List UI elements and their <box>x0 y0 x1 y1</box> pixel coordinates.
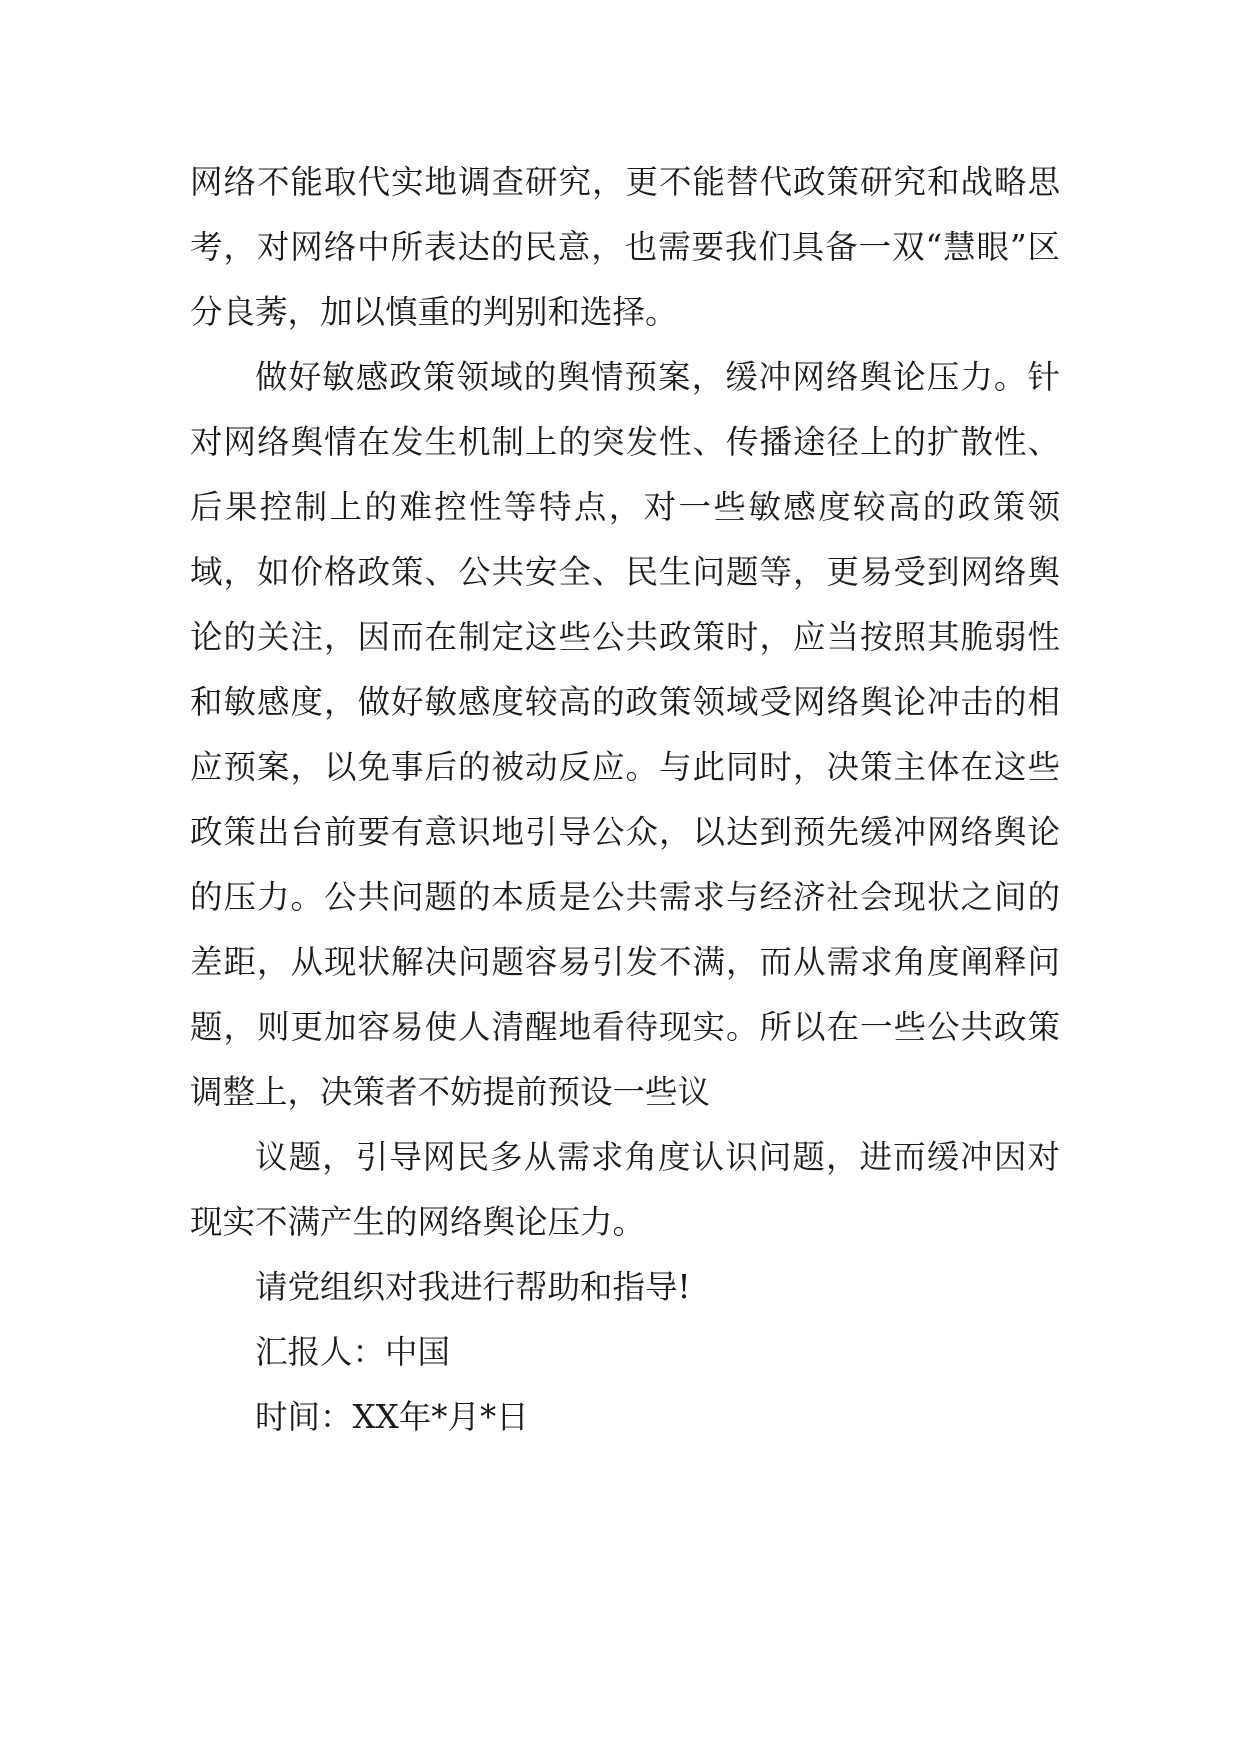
date-line: 时间：XX年*月*日 <box>255 1398 529 1436</box>
paragraph-sensitive-policy: 做好敏感政策领域的舆情预案，缓冲网络舆论压力。针对网络舆情在发生机制上的突发性、传播途径上的扩散性、后果控制上的难控性等特点，对一些敏感度较高的政策领域，如价格政策、公共安全、民生问题等，更易受到网络舆论的关注，因而在制定这些公共政策时，应当按照其脆弱性和敏感度，做好敏感度较高的政策领域受网络舆论冲击的相应预案，以免事后的被动反应。与此同时，决策主体在这些政策出台前要有意识地引导公众，以达到预先缓冲网络舆论的压力。公共问题的本质是公共需求与经济社会现状之间的差距，从现状解决问题容易引发不满，而从需求角度阐释问题，则更加容易使人清醒地看待现实。所以在一些公共政策调整上，决策者不妨提前预设一些议 <box>190 358 1060 1111</box>
reporter-line: 汇报人：中国 <box>255 1333 451 1371</box>
closing-request: 请党组织对我进行帮助和指导! <box>255 1268 691 1306</box>
document-body <box>190 150 1060 1450</box>
paragraph-guide-netizens: 议题，引导网民多从需求角度认识问题，进而缓冲因对现实不满产生的网络舆论压力。 <box>190 1138 1060 1241</box>
paragraph-continuation: 网络不能取代实地调查研究，更不能替代政策研究和战略思考，对网络中所表达的民意，也需要我们具备一双“慧眼”区分良莠，加以慎重的判别和选择。 <box>190 163 1060 331</box>
